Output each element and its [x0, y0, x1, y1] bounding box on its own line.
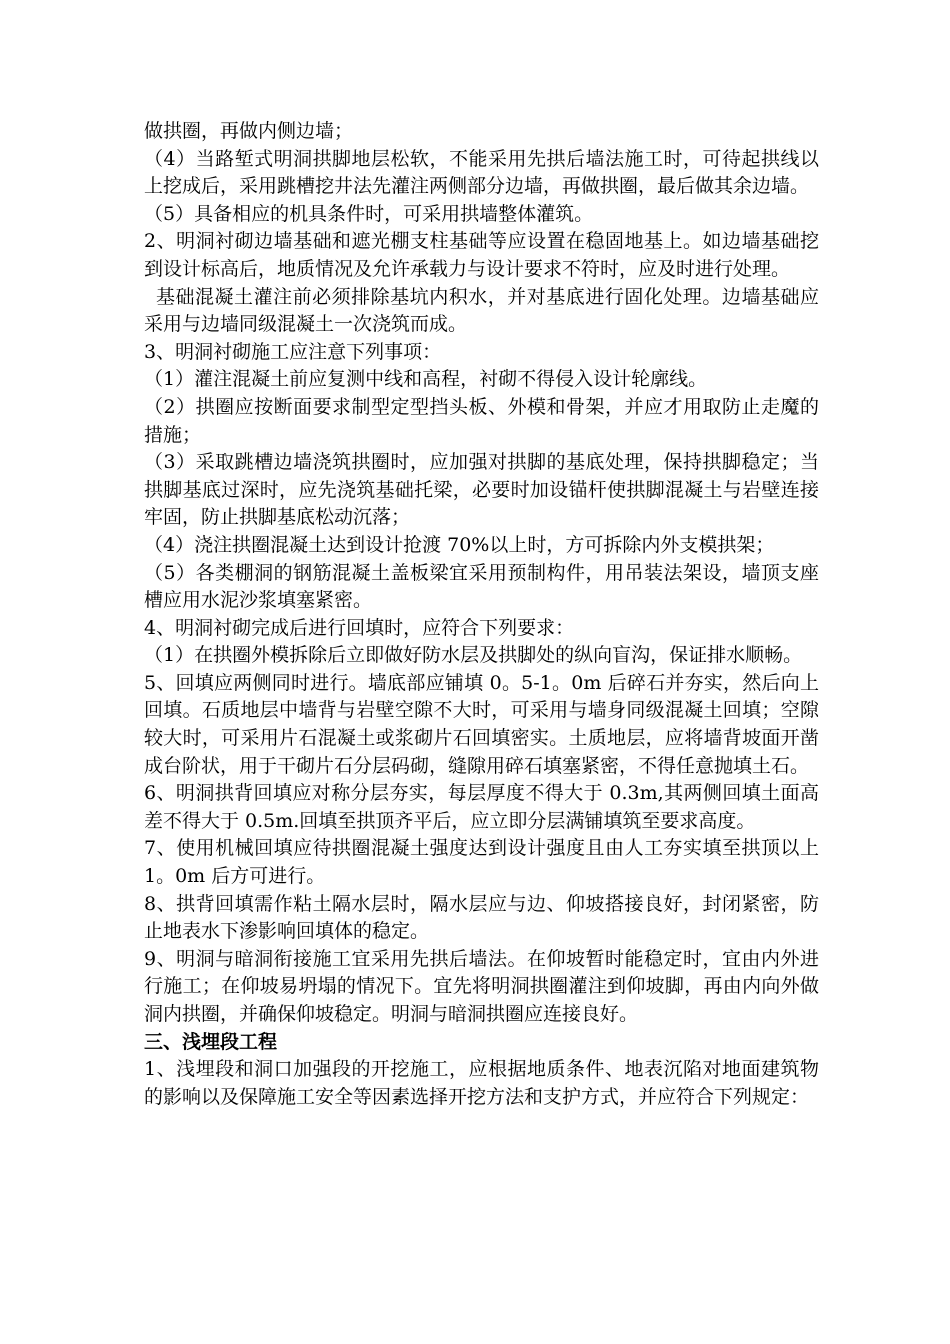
paragraph: 5、回填应两侧同时进行。墙底部应铺填 0。5-1。0m 后碎石并夯实，然后向上回填。石质地层中墙背与岩壁空隙不大时，可采用与墙身同级混凝土回填；空隙较大时，可采用片石混凝土或浆砌片石回填密实。土质地层，应将墙背坡面开凿成台阶状，用于干砌片石分层码砌，缝隙用碎石填塞紧密，不得任意抛填土石。	[144, 671, 819, 777]
paragraph: （4）浇注拱圈混凝土达到设计抢渡 70%以上时，方可拆除内外支模拱架；	[144, 533, 775, 556]
paragraph: 8、拱背回填需作粘土隔水层时，隔水层应与边、仰坡搭接良好，封闭紧密，防止地表水下渗影响回填体的稳定。	[144, 892, 819, 943]
paragraph: 做拱圈，再做内侧边墙；	[144, 120, 354, 142]
paragraph: 基础混凝土灌注前必须排除基坑内积水，并对基底进行固化处理。边墙基础应采用与边墙同级混凝土一次浇筑而成。	[144, 285, 819, 336]
paragraph: 2、明洞衬砌边墙基础和遮光棚支柱基础等应设置在稳固地基上。如边墙基础挖到设计标高后，地质情况及允许承载力与设计要求不符时，应及时进行处理。	[144, 230, 819, 280]
paragraph: 6、明洞拱背回填应对称分层夯实，每层厚度不得大于 0.3m,其两侧回填土面高差不得大于 0.5m.回填至拱顶齐平后，应立即分层满铺填筑至要求高度。	[144, 782, 819, 832]
paragraph: 3、明洞衬砌施工应注意下列事项：	[144, 340, 442, 363]
paragraph: （4）当路堑式明洞拱脚地层松软，不能采用先拱后墙法施工时，可待起拱线以上挖成后，采用跳槽挖井法先灌注两侧部分边墙，再做拱圈，最后做其余边墙。	[144, 147, 819, 198]
paragraph: （5）具备相应的机具条件时，可采用拱墙整体灌筑。	[144, 202, 594, 225]
paragraph: （5）各类棚洞的钢筋混凝土盖板梁宜采用预制构件，用吊装法架设，墙顶支座槽应用水泥沙浆填塞紧密。	[144, 561, 819, 612]
paragraph: 1、浅埋段和洞口加强段的开挖施工，应根据地质条件、地表沉陷对地面建筑物的影响以及保障施工安全等因素选择开挖方法和支护方式，并应符合下列规定：	[144, 1058, 819, 1108]
paragraph: （1）在拱圈外模拆除后立即做好防水层及拱脚处的纵向盲沟，保证排水顺畅。	[144, 644, 803, 667]
paragraph: （2）拱圈应按断面要求制型定型挡头板、外模和骨架，并应才用取防止走魔的措施；	[144, 395, 819, 446]
paragraph: 4、明洞衬砌完成后进行回填时，应符合下列要求：	[144, 616, 575, 639]
section-heading: 三、浅埋段工程	[144, 1030, 278, 1053]
paragraph: （1）灌注混凝土前应复测中线和高程，衬砌不得侵入设计轮廓线。	[144, 368, 708, 391]
paragraph: 7、使用机械回填应待拱圈混凝土强度达到设计强度且由人工夯实填至拱顶以上 1。0m 后方可进行。	[144, 837, 819, 888]
document-page	[144, 118, 819, 1111]
paragraph: （3）采取跳槽边墙浇筑拱圈时，应加强对拱脚的基底处理，保持拱脚稳定；当拱脚基底过深时，应先浇筑基础托梁，必要时加设锚杆使拱脚混凝土与岩壁连接牢固，防止拱脚基底松动沉落；	[144, 451, 819, 529]
paragraph: 9、明洞与暗洞衔接施工宜采用先拱后墙法。在仰坡暂时能稳定时，宜由内外进行施工；在仰坡易坍塌的情况下。宜先将明洞拱圈灌注到仰坡脚，再由内向外做洞内拱圈，并确保仰坡稳定。明洞与暗洞拱圈应连接良好。	[144, 947, 819, 1025]
